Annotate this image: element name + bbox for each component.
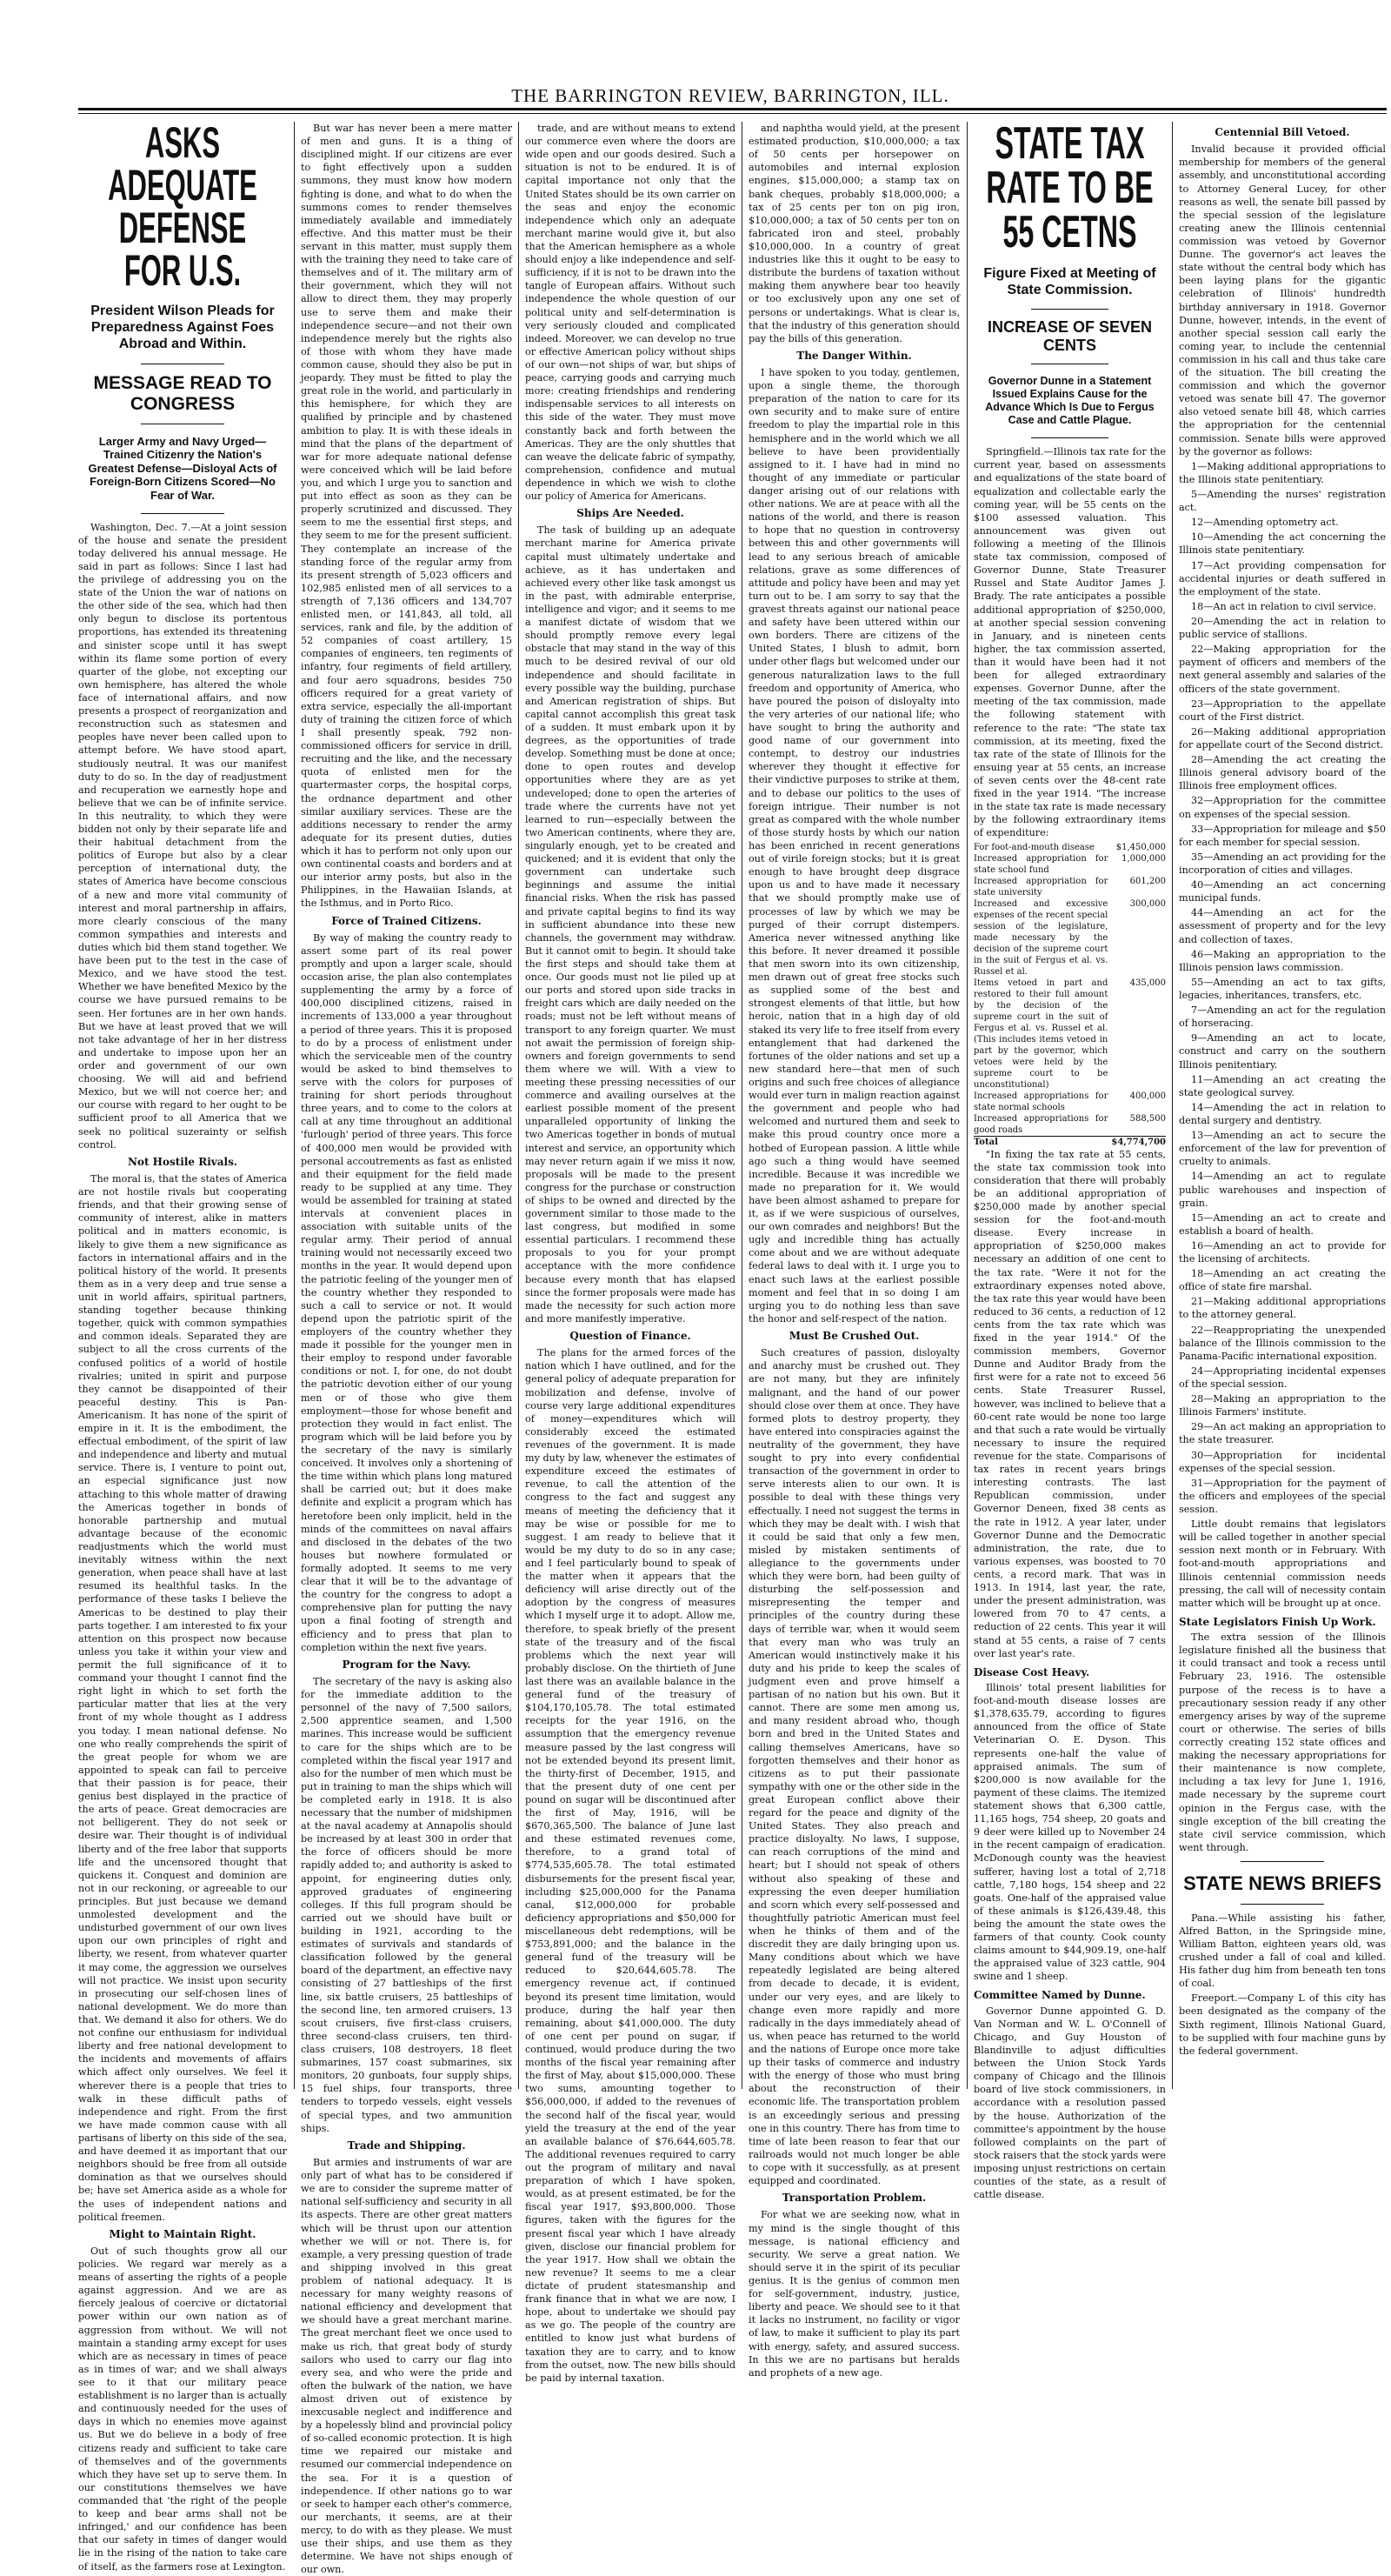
article-subhead: MESSAGE READ TO CONGRESS: [93, 372, 272, 414]
appropriation-table: [974, 842, 1166, 1148]
section-subhead: The Danger Within.: [796, 349, 912, 362]
article-paragraph: Illinois' total present liabilities for foot-and-mouth disease losses are $1,378,635.79, according to figures announced from the office of State Veterinarian O. E. Dyson. This represents one-half the value of appraised animals. The sum of $200,000 is now available for the payment of these claims. The itemized statement shows that 6,300 cattle, 11,165 hogs, 754 sheep, 20 goats and 9 deer were killed up to November 24 in the recent campaign of eradication. McDonough county was the heaviest sufferer, having lost a total of 2,718 cattle, 7,180 hogs, 154 sheep and 22 goats. One-half of the appraised value of these animals is $126,439.48, this being the amount the state owes the farmers of that county. Cook county claims amount to $44,909.19, one-half the appraised value of 323 cattle, 904 swine and 1 sheep.: [974, 1681, 1166, 1983]
article-subhead: INCREASE OF SEVEN CENTS: [987, 318, 1153, 355]
list-item: 7—Amending an act for the regulation of horseracing.: [1179, 1004, 1386, 1030]
table-amount: 588,500: [1129, 1113, 1166, 1124]
article-paragraph: trade, and are without means to extend our commerce even where the doors are wide open and our goods desired. Such a situation is not to be endured. It is of capital importance not only that the United States should be its own carrier on the seas and enjoy the economic independence which only an adequate merchant marine would give it, but also that the American hemisphere as a whole should enjoy a like independence and self-sufficiency, if it is not to be drawn into the tangle of European affairs. Without such independence the whole question of our political unity and self-determination is very seriously clouded and complicated indeed. Moreover, we can develop no true or effective American policy without ships of our own—not ships of war, but ships of peace, carrying goods and carrying much more: creating friendships and rendering indispensable services to all interests on this side of the water. They must move constantly back and forth between the Americas. They are the only shuttles that can weave the delicate fabric of sympathy, comprehension, confidence and mutual dependence in which we wish to clothe our policy of America for Americans.: [525, 123, 735, 503]
column-6: [1179, 122, 1386, 2089]
article-paragraph: Invalid because it provided official membership for members of the general assembly, and unconstitutional according to Attorney General Lucey, for other reasons as well, the senate bill passed by the special session of the legislature creating anew the Illinois centennial commission was vetoed by Governor Dunne. The governor's act leaves the state without the central body which has been laying plans for the gigantic celebration of Illinois' hundredth birthday anniversary in 1918. Governor Dunne, however, intends, in the event of another special session call early the coming year, to include the centennial commission in his call and thus take care of the situation. The bill creating the commission and which the governor vetoed was senate bill 47. The governor also vetoed senate bill 48, which carries the appropriation for the centennial commission. Senate bills were approved by the governor as follows:: [1179, 143, 1386, 457]
list-item: 13—Amending an act to secure the enforcement of the law for prevention of cruelty to animals.: [1179, 1130, 1386, 1168]
table-amount: 601,200: [1129, 876, 1166, 886]
masthead-rule-thin: [78, 113, 1387, 114]
list-item: 32—Appropriation for the committee on expenses of the special session.: [1179, 795, 1386, 820]
list-item: 23—Appropriation to the appellate court of the First district.: [1179, 697, 1386, 723]
table-item: Items vetoed in part and restored to their full amount by the decision of the supreme court in the suit of Fergus et al. vs. Russel et al. (This includes items vetoed in part by the governor, which vetoes were held by the supreme court to be unconstitutional): [974, 978, 1108, 1090]
article-deck: Figure Fixed at Meeting of State Commission.: [983, 265, 1156, 298]
table-row: [974, 876, 1166, 898]
table-row: [974, 853, 1166, 876]
section-subhead: Ships Are Needed.: [576, 507, 684, 520]
article-paragraph: Little doubt remains that legislators will be called together in another special session next month or in February. With foot-and-mouth appropriations and Illinois centennial commission needs pressing, the call will of necessity contain matter which will be brought up at once.: [1179, 1518, 1386, 1609]
section-subhead: State Legislators Finish Up Work.: [1179, 1615, 1376, 1628]
list-item: 9—Amending an act to locate, construct and carry on the southern Illinois penitentiary.: [1179, 1032, 1386, 1071]
list-item: 1—Making additional appropriations to the Illinois state penitentiary.: [1179, 460, 1386, 485]
column-divider: [518, 122, 519, 2089]
column-5: [974, 118, 1167, 2201]
list-item: 12—Amending optometry act.: [1191, 517, 1339, 529]
article-paragraph: Springfield.—Illinois tax rate for the current year, based on assessments and equalizations of the state board of equalization and collectable early the coming year, will be 55 cents on the $100 assessed valuation. This announcement was given out following a meeting of the Illinois state tax commission, composed of Governor Dunne, State Treasurer Russel and State Auditor James J. Brady. The rate anticipates a possible additional appropriation of $250,000, at another special session convening in January, and is nineteen cents higher, the tax commission asserted, than it would have been had it not been for alleged extraordinary expenses. Governor Dunne, after the meeting of the tax commission, made the following statement with reference to the rate: "The state tax commission, at its meeting, fixed the tax rate of the state of Illinois for the ensuing year at 55 cents, an increase of seven cents over the 48-cent rate fixed in the year 1914. "The increase in the state tax rate is made necessary by the following extraordinary items of expenditure:: [974, 446, 1166, 839]
list-item: 28—Making an appropriation to the Illinois Farmers' institute.: [1179, 1393, 1386, 1418]
article-paragraph: The moral is, that the states of America are not hostile rivals but cooperating friends, and that their growing sense of community of interest, alike in matters political and in matters economic, is likely to give them a new significance as factors in international affairs and in the political history of the world. It presents them as in a very deep and true sense a unit in world affairs, spiritual partners, standing together because thinking together, quick with common sympathies and common ideals. Separated they are subject to all the cross currents of the confused politics of a world of hostile rivalries; united in spirit and purpose they cannot be disappointed of their peaceful destiny. This is Pan-Americanism. It has none of the spirit of empire in it. It is the embodiment, the effectual embodiment, of the spirit of law and independence and liberty and mutual service. There is, I venture to point out, an especial significance just now attaching to this whole matter of drawing the Americas together in bonds of honorable partnership and mutual advantage because of the economic readjustments which the world must inevitably witness within the next generation, when peace shall have at last resumed its healthful tasks. In the performance of these tasks I believe the Americas to be destined to play their parts together. I am interested to fix your attention on this prospect now because unless you take it within your view and permit the full significance of it to command your thought I cannot find the right light in which to set forth the particular matter that lies at the very front of my whole thought as I address you today. I mean national defense. No one who really comprehends the spirit of the great people for whom we are appointed to speak can fail to perceive that their passion is for peace, their genius best displayed in the practice of the arts of peace. Great democracies are not belligerent. They do not seek or desire war. Their thought is of individual liberty and of the free labor that supports life and the uncensored thought that quickens it. Conquest and dominion are not in our reckoning, or agreeable to our principles. But just because we demand unmolested development and the undisturbed government of our own lives upon our own principles of right and liberty, we resent, from whatever quarter it may come, the aggression we ourselves will not practice. We insist upon security in prosecuting our self-chosen lines of national development. We do more than that. We demand it also for others. We do not confine our enthusiasm for individual liberty and free national development to the incidents and movements of affairs which affect only ourselves. We feel it wherever there is a people that tries to walk in these difficult paths of independence and right. From the first we have made common cause with all partisans of liberty on this side of the sea, and have deemed it as important that our neighbors should be free from all outside domination as that we ourselves should be; have set America aside as a whole for the uses of independent nations and political freemen.: [78, 1172, 287, 2223]
article-paragraph: Washington, Dec. 7.—At a joint session of the house and senate the president today delivered his annual message. He said in part as follows: Since I last had the privilege of addressing you on the state of the Union the war of nations on the other side of the sea, which had then only begun to disclose its portentous proportions, has extended its threatening and sinister scope until it has swept within its flame some portion of every quarter of the globe, not excepting our own hemisphere, has altered the whole face of international affairs, and now presents a prospect of reorganization and reconstruction such as statesmen and peoples have never been called upon to attempt before. We have stood apart, studiously neutral. It was our manifest duty to do so. In the day of readjustment and recuperation we earnestly hope and believe that we can be of infinite service. In this neutrality, to which they were bidden not only by their separate life and their habitual detachment from the politics of Europe but also by a clear perception of international duty, the states of America have become conscious of a new and more vital community of interest and moral partnership in affairs, more clearly conscious of the many common sympathies and interests and duties which bid them stand together. We have been put to the test in the case of Mexico, and we have stood the test. Whether we have benefited Mexico by the course we have pursued remains to be seen. Her fortunes are in her own hands. But we have at least proved that we will not take advantage of her in her distress and undertake to impose upon her an order and government of our own choosing. We will aid and befriend Mexico, but we will not coerce her; and our course with regard to her ought to be sufficient proof to all America that we seek no political suzerainty or selfish control.: [78, 521, 287, 1151]
table-item: Increased and excessive expenses of the recent special session of the legislature, made necessary by the decision of the supreme court in the suit of Fergus et al. vs. Russel et al.: [974, 898, 1108, 977]
article-paragraph: I have spoken to you today, gentlemen, upon a single theme, the thorough preparation of the nation to care for its own security and to make sure of entire freedom to play the impartial role in this hemisphere and in the world which we all believe to have been providentially assigned to it. I have had in mind no thought of any immediate or particular danger arising out of our relations with other nations. We are at peace with all the nations of the world, and there is reason to hope that no question in controversy between this and other governments will lead to any serious breach of amicable relations, grave as some differences of attitude and policy have been and may yet turn out to be. I am sorry to say that the gravest threats against our national peace and safety have been uttered within our own borders. There are citizens of the United States, I blush to admit, born under other flags but welcomed under our generous naturalization laws to the full freedom and opportunity of America, who have poured the poison of disloyalty into the very arteries of our national life; who have sought to bring the authority and good name of our government into contempt, to destroy our industries wherever they thought it effective for their vindictive purposes to strike at them, and to debase our politics to the uses of foreign intrigue. Their number is not great as compared with the whole number of those sturdy hosts by which our nation has been enriched in recent generations out of virile foreign stocks; but it is great enough to have brought deep disgrace upon us and to have made it necessary that we should promptly make use of processes of law by which we may be purged of their corrupt distempers. America never witnessed anything like this before. It never dreamed it possible that men sworn into its own citizenship, men drawn out of great free stocks such as supplied some of the best and strongest elements of that little, but how heroic, nation that in a high day of old staked its very life to free itself from every entanglement that had darkened the fortunes of the older nations and set up a new standard here—that men of such origins and such free choices of allegiance would ever turn in malign reaction against the government and people who had welcomed and nurtured them and seek to make this proud country once more a hotbed of European passion. A little while ago such a thing would have seemed incredible. Because it was incredible we made no preparation for it. We would have been almost ashamed to prepare for it, as if we were suspicious of ourselves, our own comrades and neighbors! But the ugly and incredible thing has actually come about and we are without adequate federal laws to deal with it. I urge you to enact such laws at the earliest possible moment and feel that in so doing I am urging you to do nothing less than save the honor and self-respect of the nation.: [749, 367, 960, 1325]
list-item: 14—Amending the act in relation to dental surgery and dentistry.: [1179, 1101, 1386, 1126]
table-item: Increased appropriations for state normal schools: [974, 1091, 1108, 1112]
list-item: 24—Appropriating incidental expenses of the special session.: [1179, 1365, 1386, 1391]
masthead: THE BARRINGTON REVIEW, BARRINGTON, ILL.: [511, 85, 949, 106]
column-divider: [294, 122, 295, 2089]
table-amount: 435,000: [1129, 978, 1166, 988]
article-paragraph: Out of such thoughts grow all our policies. We regard war merely as a means of asserting the rights of a people against aggression. And we are as fiercely jealous of coercive or dictatorial power within our own nation as of aggression from without. We will not maintain a standing army except for uses which are as necessary in times of peace as in times of war; and we shall always see to it that our military peace establishment is no larger than is actually and continuously needed for the uses of days in which no enemies move against us. But we do believe in a body of free citizens ready and sufficient to take care of themselves and of the governments which they have set up to serve them. In our constitutions themselves we have commanded that 'the right of the people to keep and bear arms shall not be infringed,' and our confidence has been that our safety in times of danger would lie in the rising of the nation to take care of itself, as the farmers rose at Lexington.: [78, 2245, 287, 2573]
column-divider: [967, 122, 968, 2089]
table-total-label: Total: [974, 1136, 1108, 1148]
list-item: 11—Amending an act creating the state geological survey.: [1179, 1073, 1386, 1098]
table-row: [974, 978, 1166, 1091]
list-item: 30—Appropriation for incidental expenses of the special session.: [1179, 1449, 1386, 1474]
article-paragraph: The task of building up an adequate merchant marine for America private capital must ultimately undertake and achieve, as it has undertaken and achieved every other like task amongst us in the past, with admirable enterprise, intelligence and vigor; and it seems to me a manifest dictate of wisdom that we should promptly remove every legal obstacle that may stand in the way of this much to be desired revival of our old independence and should facilitate in every possible way the building, purchase and American registration of ships. But capital cannot accomplish this great task of a sudden. It must embark upon it by degrees, as the opportunities of trade develop. Something must be done at once; done to open routes and develop opportunities where they are as yet undeveloped; done to open the arteries of trade where the currents have not yet learned to run—especially between the two American continents, where they are, singularly enough, yet to be created and quickened; and it is evident that only the government can undertake such beginnings and assume the initial financial risks. When the risk has passed and private capital begins to find its way in sufficient abundance into these new channels, the government may withdraw. But it cannot omit to begin. It should take the first steps and should take them at once. Our goods must not lie piled up at our ports and stored upon side tracks in freight cars which are daily needed on the roads; must not be left without means of transport to any foreign quarter. We must not await the permission of foreign ship-owners and foreign governments to send them where we will. With a view to meeting these pressing necessities of our commerce and availing ourselves at the earliest possible moment of the present unparalleled opportunity of linking the two Americas together in bonds of mutual interest and service, an opportunity which may never return again if we miss it now, proposals will be made to the present congress for the purchase or construction of ships to be owned and directed by the government similar to those made to the last congress, but modified in some essential particulars. I recommend these proposals to you for your prompt acceptance with the more confidence because every month that has elapsed since the former proposals were made has made the necessity for such action more and more manifestly imperative.: [525, 524, 735, 1325]
article-paragraph: The plans for the armed forces of the nation which I have outlined, and for the general policy of adequate preparation for mobilization and defense, involve of course very large additional expenditures of money—expenditures which will considerably exceed the estimated revenues of the government. It is made my duty by law, whenever the estimates of expenditure exceed the estimates of revenue, to call the attention of the congress to the fact and suggest any means of meeting the deficiency that it may be wise or possible for me to suggest. I am ready to believe that it would be my duty to do so in any case; and I feel particularly bound to speak of the matter when it appears that the deficiency will arise directly out of the adoption by the congress of measures which I myself urge it to adopt. Allow me, therefore, to speak briefly of the present state of the treasury and of the fiscal problems which the next year will probably disclose. On the thirtieth of June last there was an available balance in the general fund of the treasury of $104,170,105.78. The total estimated receipts for the year 1916, on the assumption that the emergency revenue measure passed by the last congress will not be extended beyond its present limit, the thirty-first of December, 1915, and that the present duty of one cent per pound on sugar will be discontinued after the first of May, 1916, will be $670,365,500. The balance of June last and these estimated revenues come, therefore, to a grand total of $774,535,605.78. The total estimated disbursements for the present fiscal year, including $25,000,000 for the Panama canal, $12,000,000 for probable deficiency appropriations and $50,000 for miscellaneous debt redemptions, will be $753,891,000; and the balance in the general fund of the treasury will be reduced to $20,644,605.78. The emergency revenue act, if continued beyond its present time limitation, would produce, during the half year then remaining, about $41,000,000. The duty of one cent per pound on sugar, if continued, would produce during the two months of the fiscal year remaining after the first of May, about $15,000,000. These two sums, amounting together to $56,000,000, if added to the revenues of the second half of the fiscal year, would yield the treasury at the end of the year an available balance of $76,644,605.78. The additional revenues required to carry out the program of military and naval preparation of which I have spoken, would, as at present estimated, be for the fiscal year 1917, $93,800,000. Those figures, taken with the figures for the present fiscal year which I have already given, disclose our financial problem for the year 1917. How shall we obtain the new revenue? It seems to me a clear dictate of prudent statesmanship and frank finance that in what we are now, I hope, about to undertake we should pay as we go. The people of the country are entitled to know just what burdens of taxation they are to carry, and to know from the outset, now. The new bills should be paid by internal taxation.: [525, 1347, 735, 2384]
article-paragraph: Such creatures of passion, disloyalty and anarchy must be crushed out. They are not many, but they are infinitely malignant, and the hand of our power should close over them at once. They have formed plots to destroy property, they have entered into conspiracies against the neutrality of the government, they have sought to pry into every confidential transaction of the government in order to serve interests alien to our own. It is possible to deal with these things very effectually. I need not suggest the terms in which they may be dealt with. I wish that it could be said that only a few men, misled by mistaken sentiments of allegiance to the governments under which they were born, had been guilty of disturbing the self-possession and misrepresenting the temper and principles of the country during these days of terrible war, when it would seem that every man who was truly an American would instinctively make it his duty and his pride to keep the scales of judgment even and prove himself a partisan of no nation but his own. But it cannot. There are some men among us, and many resident abroad who, though born and bred in the United States and calling themselves Americans, have so forgotten themselves and their honor as citizens as to put their passionate sympathy with one or the other side in the great European conflict above their regard for the peace and dignity of the United States. They also preach and practice disloyalty. No laws, I suppose, can reach corruptions of the mind and heart; but I should not speak of others without also speaking of these and expressing the even deeper humiliation and scorn which every self-possessed and thoughtfully patriotic American must feel when he thinks of them and of the discredit they are daily bringing upon us. Many conditions about which we have repeatedly legislated are being altered from decade to decade, it is evident, under our very eyes, and are likely to change even more rapidly and more radically in the days immediately ahead of us, when peace has returned to the world and the nations of Europe once more take up their tasks of commerce and industry with the energy of those who must bring about the reconstruction of their economic life. The transportation problem is an exceedingly serious and pressing one in this country. There has from time to time of late been reason to fear that our railroads would not much longer be able to cope with it successfully, as at present equipped and coordinated.: [749, 1347, 960, 2187]
divider: [1241, 1904, 1323, 1905]
table-total-row: [974, 1136, 1166, 1148]
table-amount: $1,450,000: [1115, 842, 1166, 852]
section-subhead: Not Hostile Rivals.: [127, 1155, 238, 1168]
list-item: 31—Appropriation for the payment of the officers and employees of the special session.: [1179, 1477, 1386, 1516]
list-item: 46—Making an appropriation to the Illinois pension laws commission.: [1179, 948, 1386, 973]
article-paragraph: and naphtha would yield, at the present estimated production, $10,000,000; a tax of 50 cents per horsepower on automobiles and internal explosion engines, $15,000,000; a stamp tax on bank cheques, probably $18,000,000; a tax of 25 cents per ton on pig iron, $10,000,000; a tax of 50 cents per ton on fabricated iron and steel, probably $10,000,000. In a country of great industries like this it ought to be easy to distribute the burdens of taxation without making them anywhere bear too heavily or too exclusively upon any one set of persons or undertakings. What is clear is, that the industry of this generation should pay the bills of this generation.: [749, 123, 960, 344]
list-item: 10—Amending the act concerning the Illinois state penitentiary.: [1179, 531, 1386, 557]
list-item: 17—Act providing compensation for accidental injuries or death suffered in the employment of the state.: [1179, 559, 1386, 597]
article-summary: Larger Army and Navy Urged—Trained Citizenry the Nation's Greatest Defense—Disloyal Acts of Foreign-Born Citizens Scored—No Fear of War.: [88, 434, 277, 502]
list-item: 5—Amending the nurses' registration act.: [1179, 489, 1386, 514]
table-item: Increased appropriation for state school fund: [974, 853, 1108, 875]
list-item: 18—Amending an act creating the office of state fire marshal.: [1179, 1268, 1386, 1293]
article-paragraph: "In fixing the tax rate at 55 cents, the state tax commission took into consideration that there will probably be an additional appropriation of $250,000 made by another special session for the foot-and-mouth disease. Every increase in appropriation of $250,000 makes necessary an addition of one cent to the tax rate. "Were it not for the extraordinary expenses noted above, the tax rate this year would have been reduced to 36 cents, a reduction of 12 cents from the tax rate which was fixed in the year 1914." Of the commission members, Governor Dunne and Auditor Brady from the first were for a rate not to exceed 56 cents. State Treasurer Russel, however, was inclined to believe that a 60-cent rate would be none too large and that such a rate would be virtually necessary to insure the required revenue for the state. Comparisons of tax rates in recent years brings interesting contrasts. The last Republican commission, under Governor Deneen, fixed 38 cents as the rate in 1912. A year later, under Governor Dunne and the Democratic administration, the rate, due to various expenses, was boosted to 70 cents, a record mark. That was in 1913. In 1914, last year, the rate, under the present administration, was lowered from 70 to 47 cents, a reduction of 22 cents. This year it will stand at 55 cents, a raise of 7 cents over last year's rate.: [974, 1148, 1166, 1659]
list-item: 20—Amending the act in relation to public service of stallions.: [1179, 616, 1386, 641]
section-subhead: Question of Finance.: [569, 1330, 691, 1343]
table-item: Increased appropriations for good roads: [974, 1113, 1108, 1135]
article-paragraph: Governor Dunne appointed G. D. Van Norman and W. L. O'Connell of Chicago, and Guy Houston of Blandinville to adjust difficulties between the Union Stock Yards company of Chicago and the Illinois board of live stock commissioners, in accordance with a resolution passed by the house. Authorization of the committee's appointment by the house followed complaints on the part of stock raisers that the stock yards were imposing unjust restrictions on certain counties of the state, as a result of cattle disease.: [974, 2005, 1167, 2201]
table-amount: 1,000,000: [1121, 853, 1166, 864]
section-subhead: Trade and Shipping.: [347, 2139, 466, 2152]
article-headline: STATE NEWS BRIEFS: [1183, 1872, 1381, 1894]
article-paragraph: But armies and instruments of war are only part of what has to be considered if we are to consider the supreme matter of national self-sufficiency and security in all its aspects. There are other great matters which will be thrust upon our attention whether we will or not. There is, for example, a very pressing question of trade and shipping involved in this great problem of national adequacy. It is necessary for many weighty reasons of national efficiency and development that we should have a great merchant marine. The great merchant fleet we once used to make us rich, that great body of sturdy sailors who used to carry our flag into every sea, and who were the pride and often the bulwark of the nation, we have almost driven out of existence by inexcusable neglect and indifference and by a hopelessly blind and provincial policy of so-called economic protection. It is high time we repaired our mistake and resumed our commercial independence on the sea. For it is a question of independence. If other nations go to war or seek to hamper each other's commerce, our merchants, it seems, are at their mercy, to do with as they please. We must use their ships, and use them as they determine. We have not ships enough of our own.: [301, 2156, 512, 2576]
article-paragraph: The secretary of the navy is asking also for the immediate addition to the personnel of the navy of 7,500 sailors, 2,500 apprentice seamen, and 1,500 marines. This increase would be sufficient to care for the ships which are to be completed within the fiscal year 1917 and also for the number of men which must be put in training to man the ships which will be completed early in 1918. It is also necessary that the number of midshipmen at the naval academy at Annapolis should be increased by at least 300 in order that the force of officers should be more rapidly added to; and authority is asked to appoint, for engineering duties only, approved graduates of engineering colleges. If this full program should be carried out we should have built or building in 1921, according to the estimates of survivals and standards of classification followed by the general board of the department, an effective navy consisting of 27 battleships of the first line, six battle cruisers, 25 battleships of the second line, ten armored cruisers, 13 scout cruisers, five first-class cruisers, three second-class cruisers, ten third-class cruisers, 108 destroyers, 18 fleet submarines, 157 coast submarines, six monitors, 20 gunboats, four supply ships, 15 fuel ships, four transports, three tenders to torpedo vessels, eight vessels of special types, and two ammunition ships.: [301, 1675, 512, 2134]
article-headline: STATE TAX RATE TO BE 55 CETNS: [986, 118, 1154, 257]
list-item: 55—Amending an act to tax gifts, legacies, inheritances, transfers, etc.: [1179, 976, 1386, 1001]
table-row: [974, 898, 1166, 978]
column-divider: [1172, 122, 1173, 2089]
article-headline: ASKS ADEQUATE DEFENSE FOR U.S.: [108, 118, 257, 295]
column-4: [749, 122, 960, 2379]
list-item: 16—Amending an act to provide for the licensing of architects.: [1179, 1239, 1386, 1265]
section-subhead: Must Be Crushed Out.: [789, 1330, 920, 1343]
list-item: 40—Amending an act concerning municipal funds.: [1179, 879, 1386, 904]
list-item: 26—Making additional appropriation for appellate court of the Second district.: [1179, 725, 1386, 751]
section-subhead: Force of Trained Citizens.: [331, 914, 482, 927]
article-paragraph: Pana.—While assisting his father, Alfred Batton, in the Springside mine, William Batton, eighteen years old, was crushed under a fall of coal and killed. His father dug him from beneath ten tons of coal.: [1179, 1912, 1386, 1990]
list-item: 22—Making appropriation for the payment of officers and members of the next general assembly and salaries of the officers of the state government.: [1179, 644, 1386, 695]
article-paragraph: By way of making the country ready to assert some part of its real power promptly and upon a larger scale, should occasion arise, the plan also contemplates supplementing the army by a force of 400,000 disciplined citizens, raised in increments of 133,000 a year throughout a period of three years. This it is proposed to do by a process of enlistment under which the serviceable men of the country would be asked to bind themselves to serve with the colors for purposes of training for short periods throughout three years, and to come to the colors at call at any time throughout an additional 'furlough' period of three years. This force of 400,000 men would be provided with personal accoutrements as fast as enlisted and their equipment for the field made ready to be supplied at any time. They would be assembled for training at stated intervals at convenient places in association with suitable units of the regular army. Their period of annual training would not necessarily exceed two months in the year. It would depend upon the patriotic feeling of the younger men of the country whether they responded to such a call to service or not. It would depend upon the patriotic spirit of the employers of the country whether they made it possible for the younger men in their employ to respond under favorable conditions or not. I, for one, do not doubt the patriotic devotion either of our young men or of those who give them employment—those for whose benefit and protection they would in fact enlist. The program which will be laid before you by the secretary of the navy is similarly conceived. It involves only a shortening of the time within which plans long matured shall be carried out; but it does make definite and explicit a program which has heretofore been only implicit, held in the minds of the committees on naval affairs and disclosed in the debates of the two houses but nowhere formulated or formally adopted. It seems to me very clear that it will be to the advantage of the country for the congress to adopt a comprehensive plan for putting the navy upon a final footing of strength and efficiency and to press that plan to completion within the next five years.: [301, 931, 512, 1653]
divider: [141, 513, 224, 514]
table-item: For foot-and-mouth disease: [974, 842, 1095, 852]
section-subhead: Committee Named by Dunne.: [974, 1989, 1146, 2002]
article-deck: President Wilson Pleads for Preparedness Against Foes Abroad and Within.: [90, 304, 275, 352]
list-item: 21—Making additional appropriations to the attorney general.: [1179, 1296, 1386, 1321]
table-row: [974, 1113, 1166, 1137]
divider: [1031, 309, 1108, 310]
section-subhead: Might to Maintain Right.: [109, 2227, 256, 2240]
list-item: 28—Amending the act creating the Illinois general advisory board of the Illinois free employment offices.: [1179, 754, 1386, 792]
divider: [1241, 1861, 1323, 1862]
article-summary: Governor Dunne in a Statement Issued Explains Cause for the Advance Which Is Due to Fergus Case and Cattle Plague.: [985, 375, 1155, 427]
section-subhead: Program for the Navy.: [342, 1658, 471, 1671]
section-subhead: Centennial Bill Vetoed.: [1215, 126, 1350, 138]
table-item: Increased appropriation for state university: [974, 876, 1108, 898]
divider: [1031, 437, 1108, 438]
column-3: [525, 122, 735, 2384]
article-paragraph: The extra session of the Illinois legislature finished all the business that it could transact and took a recess until February 23, 1916. The ostensible purpose of the recess is to have a precautionary session ready if any other emergency arises by way of the supreme court or otherwise. The series of bills correctly creating 152 state offices and making the necessary appropriations for their maintenance is now complete, including a tax levy for June 1, 1916, made necessary by the supreme court opinion in the Fergus case, with the single exception of the bill creating the state civil service commission, which went through.: [1179, 1632, 1386, 1853]
list-item: 33—Appropriation for mileage and $50 for each member for special session.: [1179, 823, 1386, 848]
list-item: 14—Amending an act to regulate public warehouses and inspection of grain.: [1179, 1171, 1386, 1209]
table-row: [974, 842, 1166, 853]
section-subhead: Disease Cost Heavy.: [974, 1665, 1090, 1678]
column-2: [301, 122, 512, 2576]
table-amount: 300,000: [1129, 898, 1166, 909]
section-subhead: Transportation Problem.: [782, 2192, 927, 2205]
table-row: [974, 1091, 1166, 1113]
list-item: 22—Reappropriating the unexpended balance of the Illinois commission to the Panama-Pacific international exposition.: [1179, 1324, 1386, 1362]
masthead-rule: [78, 108, 1387, 110]
list-item: 35—Amending an act providing for the incorporation of cities and villages.: [1179, 851, 1386, 876]
article-paragraph: But war has never been a mere matter of men and guns. It is a thing of disciplined might. If our citizens are ever to fight effectively upon a sudden summons, they must know how modern fighting is done, and what to do when the summons comes to render themselves immediately available and immediately effective. And this matter must be their servant in this matter, must supply them with the training they need to take care of themselves and of it. The military arm of their government, which they will not allow to direct them, they may properly use to serve them and make their independence secure—and not their own independence merely but the rights also of those with whom they have made common cause, should they also be put in jeopardy. They must be fitted to play the great role in the world, and particularly in this hemisphere, for which they are qualified by principle and by chastened ambition to play. It is with these ideals in mind that the plans of the department of war for more adequate national defense were conceived which will be laid before you, and which I urge you to sanction and put into effect as soon as they can be properly scrutinized and discussed. They seem to me the essential first steps, and they seem to me for the present sufficient. They contemplate an increase of the standing force of the regular army from its present strength of 5,023 officers and 102,985 enlisted men of all services to a strength of 7,136 officers and 134,707 enlisted men, or 141,843, all told, all services, rank and file, by the addition of 52 companies of coast artillery, 15 companies of engineers, ten regiments of infantry, four regiments of field artillery, and four aero squadrons, besides 750 officers required for a great variety of extra service, especially the all-important duty of training the citizen force of which I shall presently speak, 792 non-commissioned officers for service in drill, recruiting and the like, and the necessary quota of enlisted men for the quartermaster corps, the hospital corps, the ordnance department and other similar auxiliary services. These are the additions necessary to render the army adequate for its present duties, duties which it has to perform not only upon our own continental coasts and borders and at our interior army posts, but also in the Philippines, in the Hawaiian Islands, at the Isthmus, and in Porto Rico.: [301, 123, 512, 910]
list-item: 44—Amending an act for the assessment of property and for the levy and collection of taxes.: [1179, 907, 1386, 945]
article-paragraph: For what we are seeking now, what in my mind is the single thought of this message, is national efficiency and security. We serve a great nation. We should serve it in the spirit of its peculiar genius. It is the genius of common men for self-government, industry, justice, liberty and peace. We should see to it that it lacks no instrument, no facility or vigor of law, to make it sufficient to play its part with energy, safety, and assured success. In this we are no partisans but heralds and prophets of a new age.: [749, 2209, 960, 2379]
bills-list: [1179, 460, 1386, 1516]
list-item: 15—Amending an act to create and establish a board of health.: [1179, 1211, 1386, 1237]
list-item: 29—An act making an appropriation to the state treasurer.: [1179, 1421, 1386, 1446]
table-amount: 400,000: [1129, 1091, 1166, 1101]
list-item: 18—An act in relation to civil service.: [1191, 600, 1377, 612]
article-paragraph: Freeport.—Company L of this city has been designated as the company of the Sixth regiment, Illinois National Guard, to be supplied with four machine guns by the federal government.: [1179, 1992, 1386, 2057]
table-total-value: $4,774,700: [1108, 1136, 1166, 1148]
column-1: [78, 118, 287, 2573]
